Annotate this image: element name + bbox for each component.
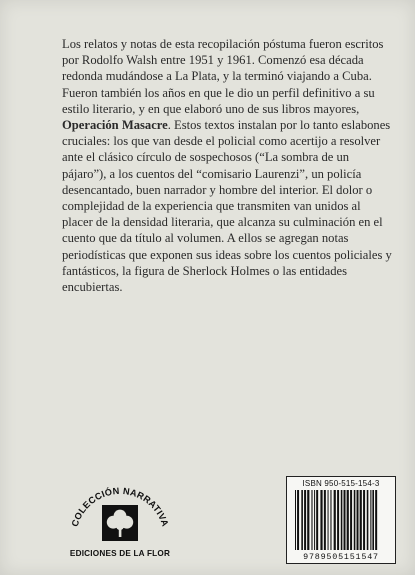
barcode-bar bbox=[357, 490, 359, 550]
barcode-bar bbox=[372, 490, 374, 550]
isbn-number: ISBN 950-515-154-3 bbox=[302, 479, 380, 488]
barcode-bar bbox=[301, 490, 303, 550]
barcode-bar bbox=[324, 490, 326, 550]
barcode-bars bbox=[293, 490, 389, 550]
barcode-bar bbox=[314, 490, 315, 550]
barcode-bar bbox=[360, 490, 362, 550]
back-cover-blurb bbox=[62, 36, 394, 295]
barcode-bar bbox=[337, 490, 339, 550]
barcode-bar bbox=[320, 490, 322, 550]
barcode-bar bbox=[334, 490, 336, 550]
barcode-bar bbox=[363, 490, 365, 550]
barcode-bar bbox=[304, 490, 306, 550]
barcode-bar bbox=[307, 490, 309, 550]
ean-number: 9789505151547 bbox=[303, 552, 379, 562]
blurb-text-part-1: Los relatos y notas de esta recopilación póstuma fueron escritos por Rodolfo Walsh entre 1951 y 1961. Comenzó esa década redonda mudándose a La Plata, y la terminó viajando a Cuba. Fueron también los años en que le dio un perfil definitivo a su estilo literario, y en que elaboró uno de sus libros mayores, bbox=[62, 37, 384, 116]
barcode-bar bbox=[344, 490, 346, 550]
collection-name: COLECCIÓN NARRATIVA bbox=[69, 485, 171, 528]
barcode-bar bbox=[316, 490, 318, 550]
barcode-bar bbox=[367, 490, 369, 550]
book-title-bold: Operación Masacre bbox=[62, 118, 168, 133]
barcode-bar bbox=[350, 490, 352, 550]
isbn-barcode bbox=[286, 476, 396, 564]
collection-logo bbox=[58, 474, 182, 550]
barcode-bar bbox=[341, 490, 343, 550]
barcode-bar bbox=[311, 490, 312, 550]
barcode-bar bbox=[347, 490, 349, 550]
blurb-text-part-2: . Estos textos instalan por lo tanto eslabones cruciales: los que van desde el policial como acertijo a resolver ante el clásico círculo de sospechosos (“La sombra de un pájaro”), a los cuentos del “comisario Laurenzi”, un policía desencantado, buen narrador y hombre del interior. El dolor o complejidad de la experiencia que transmiten van unidos al placer de la densidad literaria, que alcanza su culminación en el cuento que da título al volumen. A ellos se agregan notas periodísticas que exponen sus ideas sobre los cuentos policiales y fantásticos, la figura de Sherlock Holmes o las entidades encubiertas. bbox=[62, 118, 392, 295]
barcode-bar bbox=[297, 490, 299, 550]
barcode-bar bbox=[375, 490, 377, 550]
barcode-bar bbox=[354, 490, 356, 550]
barcode-bar bbox=[330, 490, 331, 550]
barcode-bar bbox=[328, 490, 329, 550]
barcode-bar bbox=[295, 490, 296, 550]
barcode-bar bbox=[370, 490, 371, 550]
publisher-name: EDICIONES DE LA FLOR bbox=[69, 549, 171, 558]
